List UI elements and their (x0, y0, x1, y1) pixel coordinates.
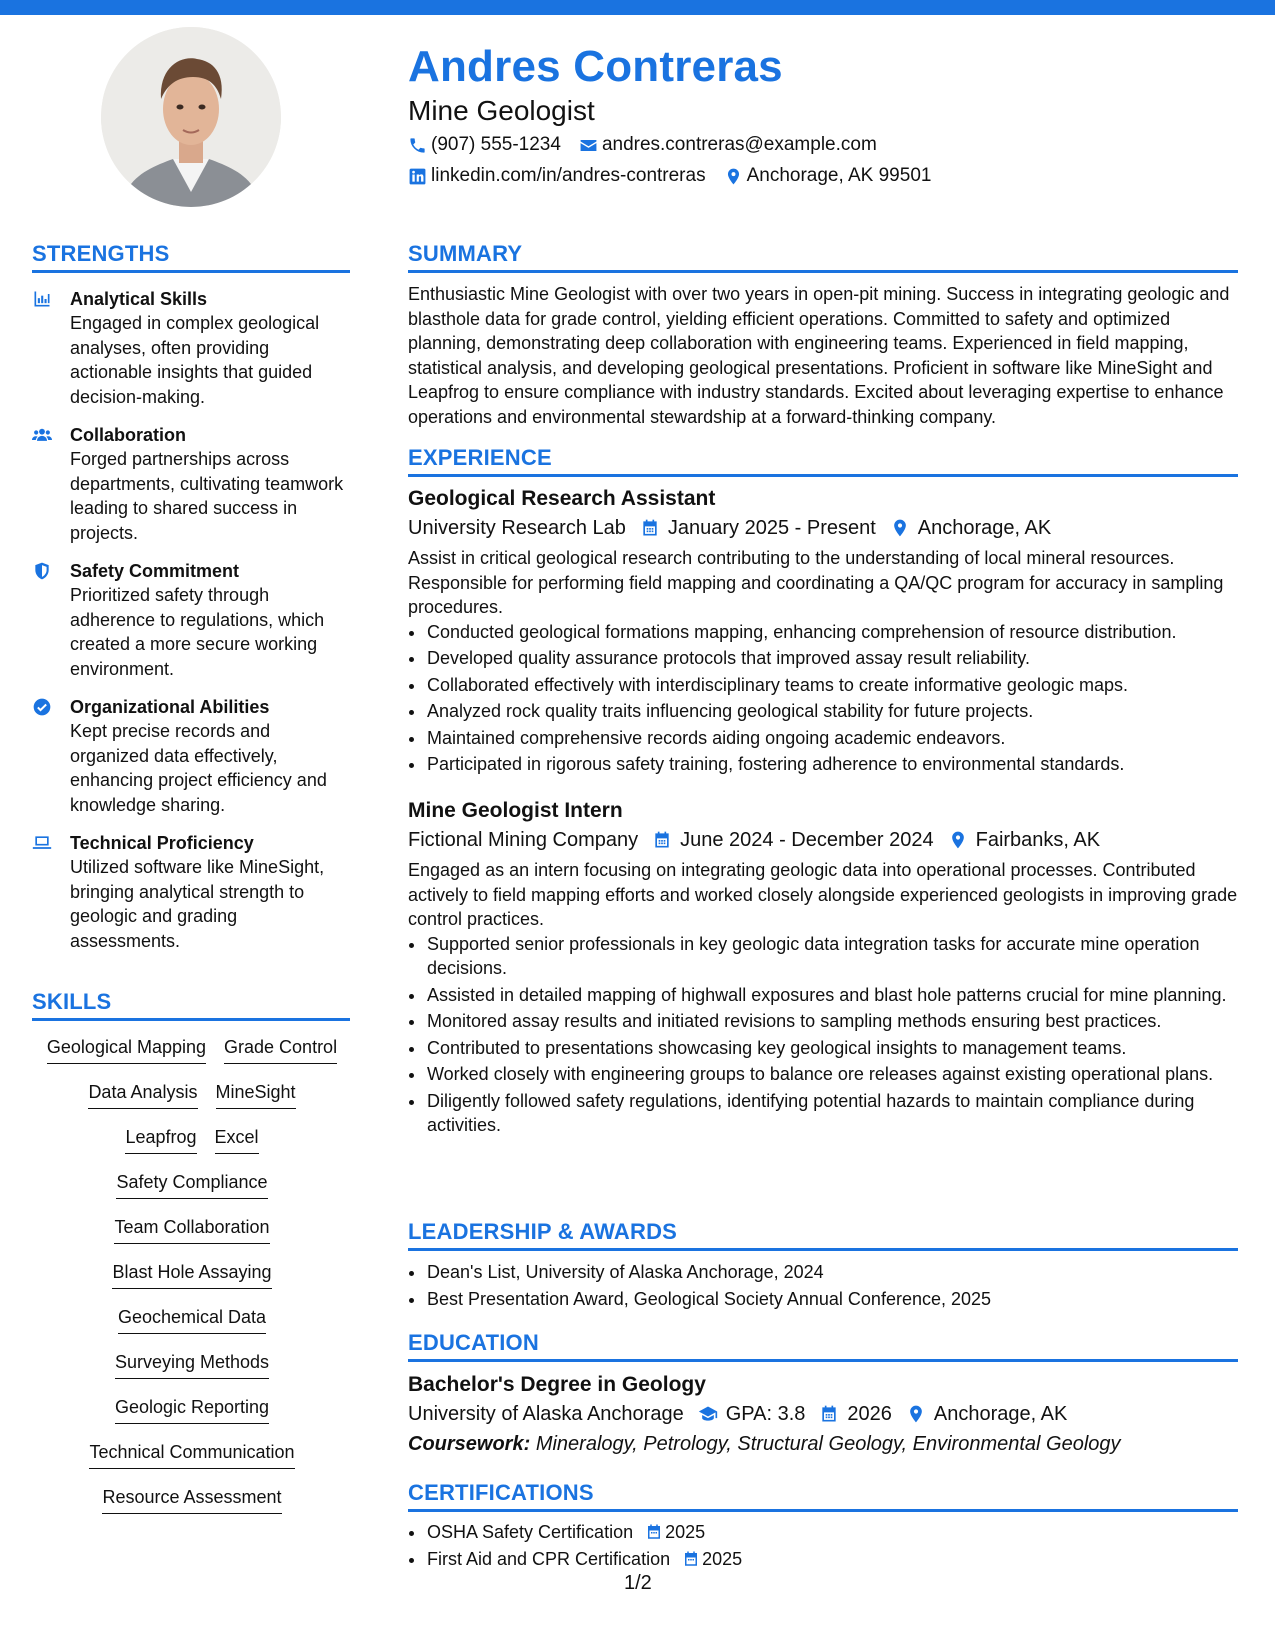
list-item (426, 1520, 1236, 1545)
strength-desc: Utilized software like MineSight, bringing analytical strength to geologic and grading assessments. (70, 857, 325, 951)
list-item: • Developed quality assurance protocols that improved assay result reliability. (426, 646, 1238, 671)
strength-desc: Engaged in complex geological analyses, often providing actionable insights that guided decision-making. (70, 313, 320, 407)
cert-name: • OSHA Safety Certification (427, 1522, 634, 1542)
job-dates: June 2024 - December 2024 (680, 829, 934, 851)
company: University Research Lab (408, 517, 626, 539)
skill-tag: Grade Control (224, 1035, 337, 1064)
job-entry (408, 485, 1238, 779)
strength-item (32, 559, 352, 681)
list-item (426, 1547, 1236, 1572)
strength-item (32, 695, 352, 817)
skill-tag: Technical Communication (89, 1440, 294, 1469)
calendar-icon (652, 830, 672, 850)
map-pin-icon (906, 1404, 926, 1424)
linkedin-item (408, 165, 706, 187)
phone-text[interactable]: (907) 555-1234 (431, 134, 561, 155)
strength-desc: Forged partnerships across departments, cultivating teamwork leading to shared success in projects. (70, 449, 344, 543)
strength-title: Safety Commitment (70, 561, 240, 581)
list-item: • Participated in rigorous safety training, fostering adherence to environmental standards. (426, 752, 1238, 777)
job-title: Geological Research Assistant (408, 487, 716, 510)
certifications-list (408, 1520, 1236, 1573)
linkedin-icon (408, 167, 427, 186)
cert-year: 2025 (702, 1548, 743, 1569)
contact-row-2 (408, 165, 949, 187)
location-item (724, 165, 932, 187)
email-icon (579, 136, 598, 155)
phone-icon (408, 136, 427, 155)
bar-chart-icon (32, 289, 52, 309)
strength-title: Analytical Skills (70, 289, 208, 309)
job-bullets (408, 620, 1238, 777)
list-item: • Contributed to presentations showcasing key geological insights to management teams. (426, 1036, 1238, 1061)
skill-tag: Geological Mapping (47, 1035, 206, 1064)
skill-tag: Leapfrog (125, 1125, 196, 1154)
school: University of Alaska Anchorage (408, 1403, 684, 1425)
list-item: • Maintained comprehensive records aiding ongoing academic endeavors. (426, 726, 1238, 751)
summary-text: Enthusiastic Mine Geologist with over two years in open-pit mining. Success in integrating geologic and blasthole data for grade control, yielding efficient operations. Committed to safety and optimized planning, demonstrating deep collaboration with engineering teams. Experienced in field mapping, statistical analysis, and developing geological presentations. Proficient in software like MineSight and Leapfrog to ensure compliance with industry standards. Excited about leveraging expertise to enhance operations and environmental stewardship at a forward-thinking company. (408, 284, 1230, 427)
cert-name: • First Aid and CPR Certification (427, 1548, 671, 1569)
coursework-label: Coursework: (408, 1433, 531, 1455)
calendar-icon (819, 1404, 839, 1424)
cert-year: 2025 (665, 1522, 706, 1542)
list-item: • Diligently followed safety regulations, identifying potential hazards to maintain compliance during activities. (426, 1089, 1238, 1138)
map-pin-icon (724, 167, 743, 186)
calendar-icon (682, 1550, 700, 1568)
skill-tag: MineSight (216, 1080, 296, 1109)
profile-photo (101, 27, 281, 207)
strengths-list (32, 287, 352, 967)
list-item: • Supported senior professionals in key geologic data integration tasks for accurate mine operation decisions. (426, 932, 1238, 981)
grad-year: 2026 (847, 1403, 892, 1425)
school-location: Anchorage, AK (933, 1403, 1068, 1425)
job-dates: January 2025 - Present (667, 517, 876, 539)
education-meta (408, 1399, 1238, 1429)
check-circle-icon (32, 697, 52, 717)
strength-title: Collaboration (70, 425, 186, 445)
strength-title: Technical Proficiency (70, 833, 254, 853)
skill-tag: Resource Assessment (102, 1485, 281, 1514)
skills-list (32, 1035, 352, 1530)
skill-tag: Geologic Reporting (115, 1395, 269, 1424)
job-meta (408, 825, 1238, 855)
calendar-icon (640, 518, 660, 538)
job-title: Mine Geologist (408, 95, 595, 126)
job-meta (408, 513, 1238, 543)
job-location: Anchorage, AK (917, 517, 1052, 539)
list-item: • Best Presentation Award, Geological Society Annual Conference, 2025 (426, 1287, 1236, 1312)
strength-item (32, 287, 352, 409)
skill-tag: Safety Compliance (116, 1170, 267, 1199)
shield-icon (32, 561, 52, 581)
list-item: • Dean's List, University of Alaska Anchorage, 2024 (426, 1260, 1236, 1285)
degree: Bachelor's Degree in Geology (408, 1373, 706, 1396)
gpa: GPA: 3.8 (725, 1403, 806, 1425)
strength-item (32, 831, 352, 953)
job-description: Engaged as an intern focusing on integrating geologic data into operational processes. Contributed actively to field mapping efforts and worked closely alongside experienced geologists in improving grade control practices. (408, 860, 1238, 929)
strength-item (32, 423, 352, 545)
page-number: 1/2 (624, 1572, 652, 1594)
company: Fictional Mining Company (408, 829, 639, 851)
education-entry (408, 1371, 1238, 1459)
list-item: • Conducted geological formations mapping, enhancing comprehension of resource distribution. (426, 620, 1238, 645)
email-text[interactable]: andres.contreras@example.com (601, 134, 877, 155)
contact-row-1 (408, 134, 895, 156)
list-item: • Analyzed rock quality traits influencing geological stability for future projects. (426, 699, 1238, 724)
job-title: Mine Geologist Intern (408, 799, 623, 822)
strength-title: Organizational Abilities (70, 697, 270, 717)
job-description: Assist in critical geological research contributing to the understanding of local mineral resources. Responsible for performing field mapping and coordinating a QA/QC program for accuracy in sampling procedures. (408, 548, 1224, 617)
coursework-list: Mineralogy, Petrology, Structural Geology, Environmental Geology (535, 1433, 1121, 1455)
laptop-icon (32, 833, 52, 853)
calendar-icon (645, 1523, 663, 1541)
list-item: • Collaborated effectively with interdisciplinary teams to create informative geologic maps. (426, 673, 1238, 698)
list-item: • Monitored assay results and initiated revisions to sampling methods ensuring best practices. (426, 1009, 1238, 1034)
experience-heading: EXPERIENCE (408, 445, 1238, 477)
skill-tag: Data Analysis (88, 1080, 197, 1109)
strengths-heading: STRENGTHS (32, 241, 350, 273)
list-item: • Assisted in detailed mapping of highwall exposures and blast hole patterns crucial for mine planning. (426, 983, 1238, 1008)
leadership-list (408, 1260, 1236, 1313)
phone-item (408, 134, 561, 156)
graduation-cap-icon (698, 1404, 718, 1424)
education-heading: EDUCATION (408, 1330, 1238, 1362)
users-icon (32, 425, 52, 445)
certifications-heading: CERTIFICATIONS (408, 1480, 1238, 1512)
list-item: • Worked closely with engineering groups to balance ore releases against existing operational plans. (426, 1062, 1238, 1087)
candidate-name: Andres Contreras (408, 42, 783, 91)
summary-heading: SUMMARY (408, 241, 1238, 273)
leadership-heading: LEADERSHIP & AWARDS (408, 1219, 1238, 1251)
job-location: Fairbanks, AK (975, 829, 1101, 851)
linkedin-text[interactable]: linkedin.com/in/andres-contreras (431, 165, 706, 186)
skill-tag: Blast Hole Assaying (112, 1260, 271, 1289)
coursework (408, 1429, 1238, 1459)
skill-tag: Team Collaboration (114, 1215, 269, 1244)
job-bullets (408, 932, 1238, 1138)
job-entry (408, 797, 1238, 1140)
top-accent-bar (0, 0, 1275, 15)
strength-desc: Kept precise records and organized data effectively, enhancing project efficiency and knowledge sharing. (70, 721, 327, 815)
skill-tag: Excel (215, 1125, 259, 1154)
skills-heading: SKILLS (32, 989, 350, 1021)
skill-tag: Surveying Methods (115, 1350, 269, 1379)
map-pin-icon (890, 518, 910, 538)
map-pin-icon (948, 830, 968, 850)
email-item (579, 134, 877, 156)
location-text: Anchorage, AK 99501 (746, 165, 932, 186)
strength-desc: Prioritized safety through adherence to regulations, which created a more secure working environment. (70, 585, 325, 679)
skill-tag: Geochemical Data (118, 1305, 266, 1334)
